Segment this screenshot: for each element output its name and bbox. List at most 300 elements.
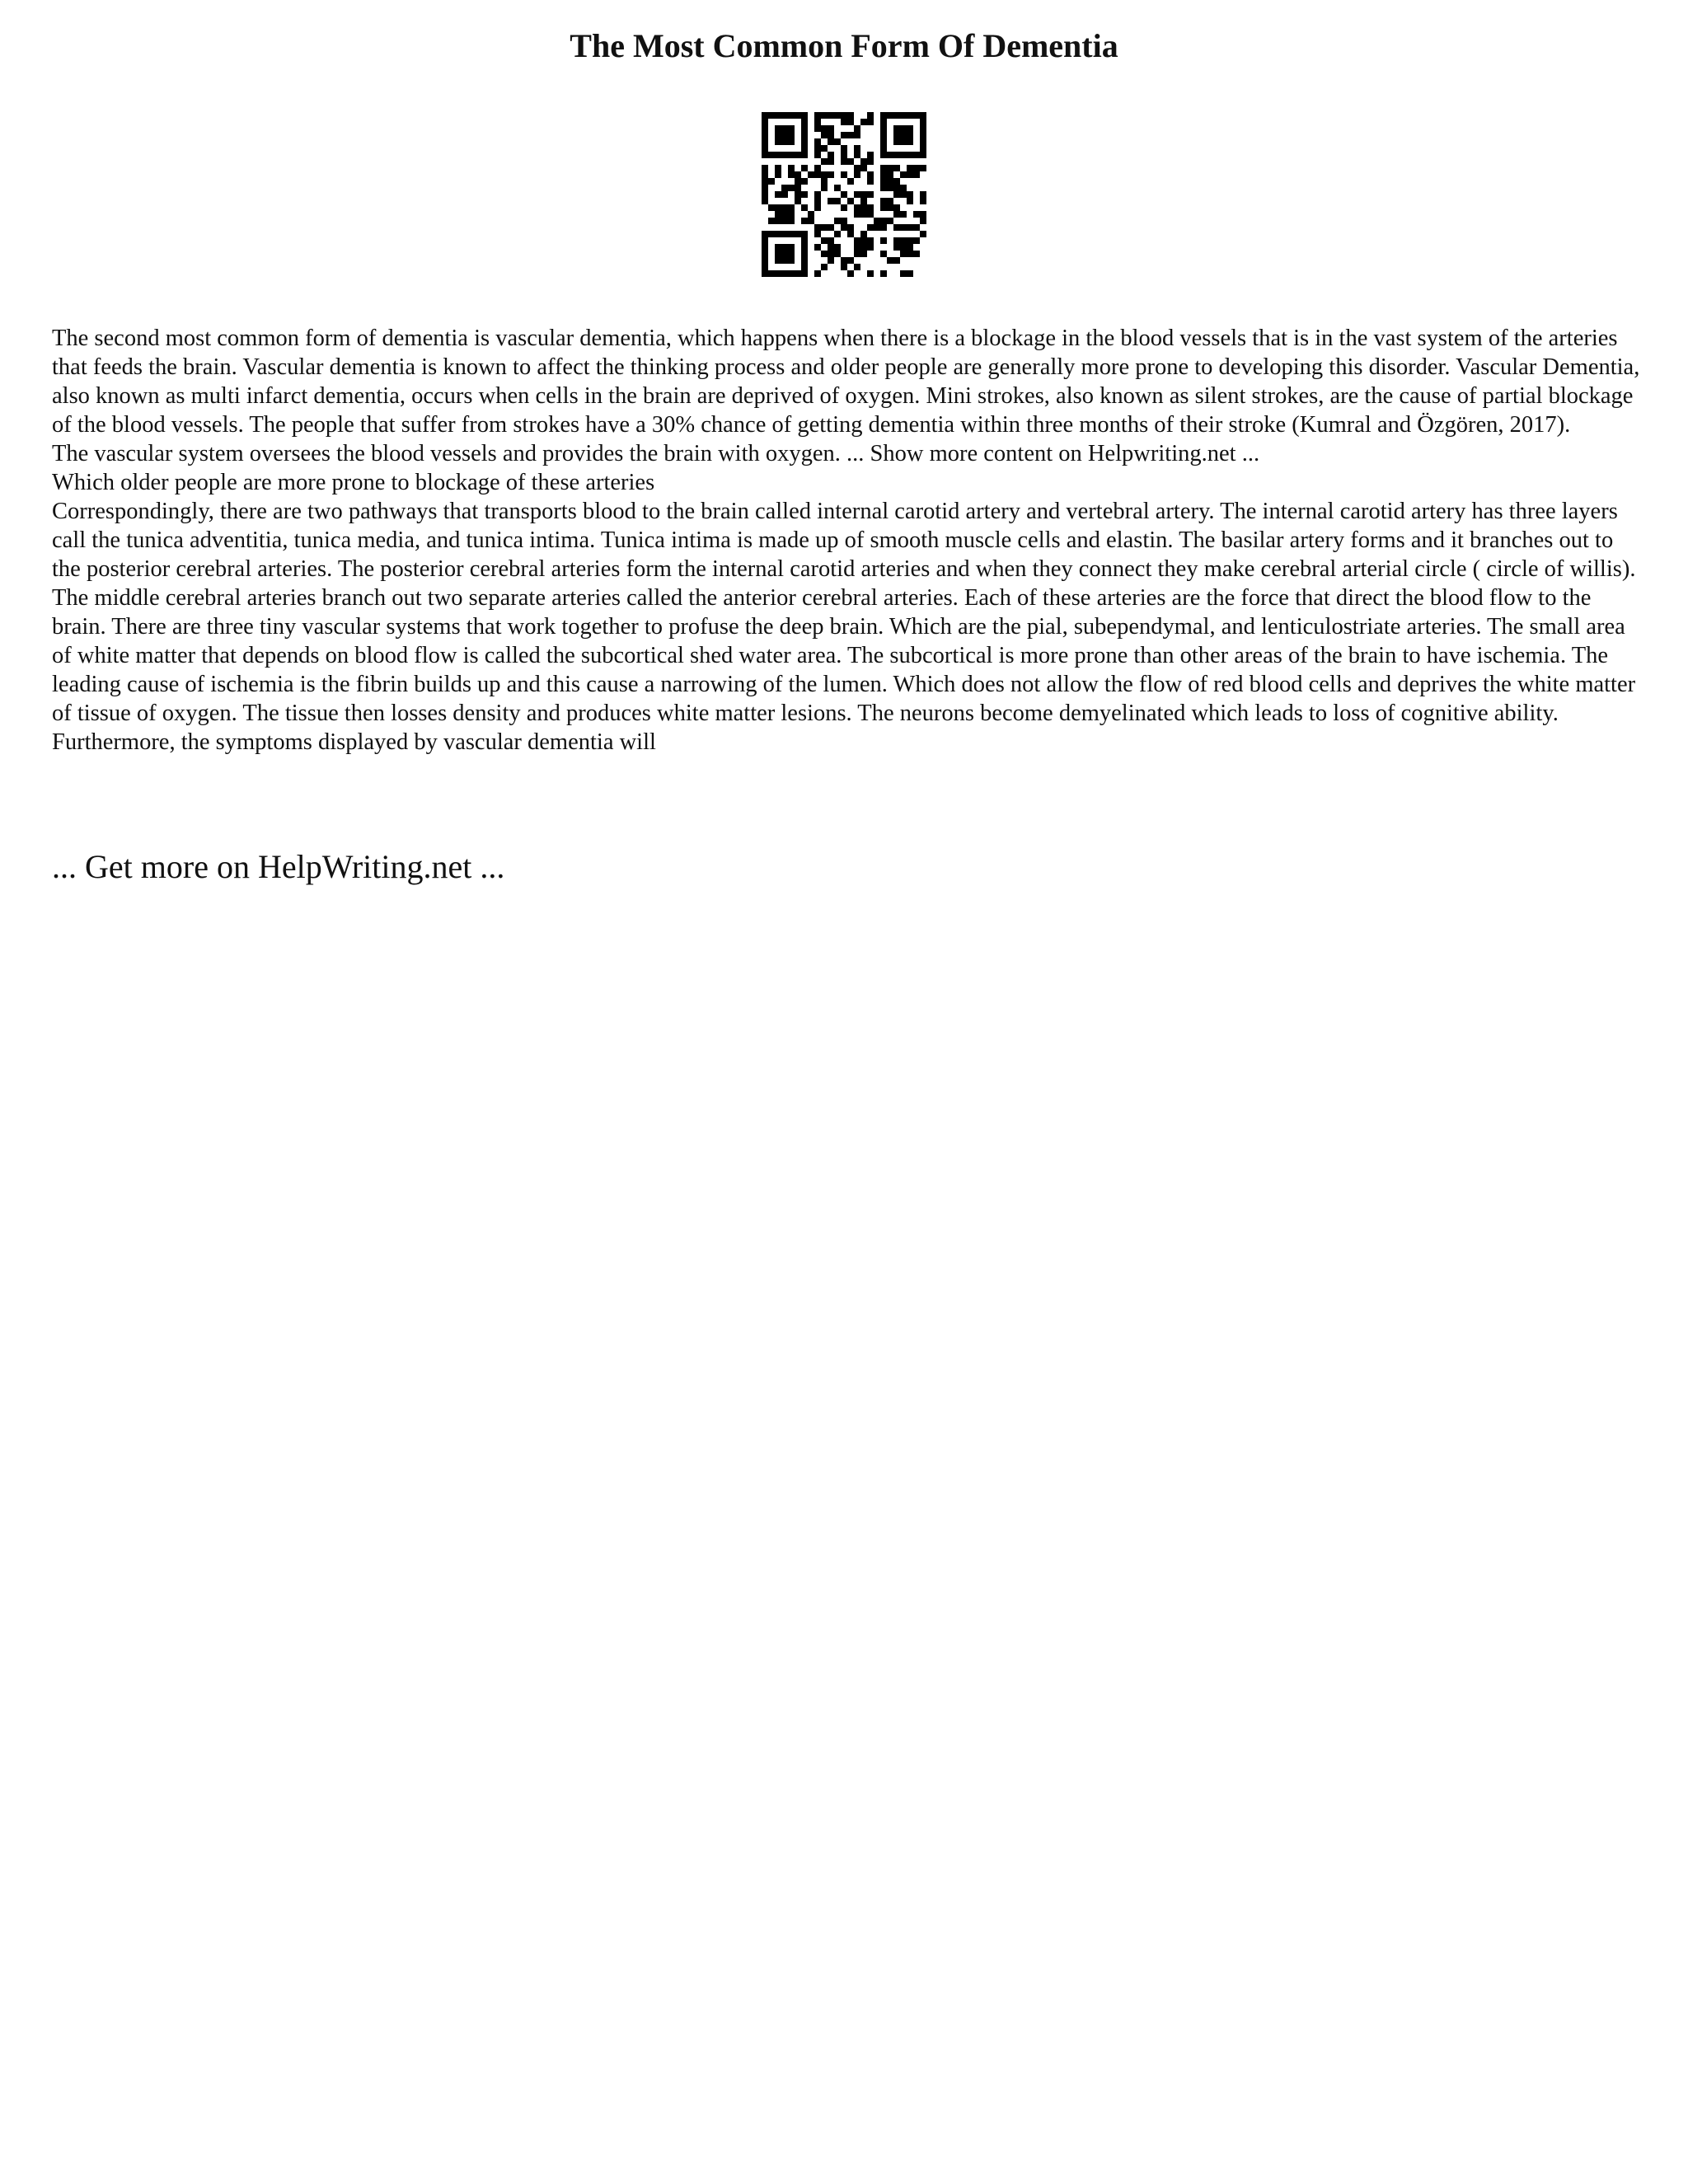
qr-module: [788, 138, 795, 145]
qr-module: [762, 231, 768, 237]
qr-module: [860, 191, 867, 198]
qr-module: [795, 112, 801, 119]
qr-module: [762, 257, 768, 264]
qr-module: [907, 198, 913, 204]
paragraph: Which older people are more prone to blockage of these arteries: [52, 470, 655, 495]
qr-module: [814, 145, 821, 152]
qr-code-icon[interactable]: [762, 112, 926, 277]
qr-module: [860, 244, 867, 251]
qr-module: [893, 211, 900, 218]
qr-module: [860, 237, 867, 244]
qr-module: [801, 191, 808, 198]
qr-module: [808, 218, 814, 224]
qr-module: [762, 270, 768, 277]
qr-module: [913, 152, 920, 158]
qr-module: [867, 224, 874, 231]
qr-module: [893, 125, 900, 132]
qr-module: [781, 251, 788, 257]
qr-module: [841, 119, 847, 125]
qr-module: [781, 270, 788, 277]
qr-module: [860, 251, 867, 257]
qr-module: [762, 138, 768, 145]
qr-module: [768, 270, 775, 277]
qr-module: [762, 185, 768, 191]
qr-module: [781, 211, 788, 218]
qr-module: [913, 112, 920, 119]
qr-module: [788, 204, 795, 211]
qr-module: [841, 204, 847, 211]
qr-module: [768, 204, 775, 211]
qr-module: [854, 132, 860, 138]
qr-module: [821, 125, 828, 132]
qr-module: [907, 244, 913, 251]
paragraph: Furthermore, the symptoms displayed by vascular dementia will: [52, 729, 656, 755]
qr-module: [795, 231, 801, 237]
qr-module: [913, 237, 920, 244]
qr-module: [762, 145, 768, 152]
qr-module: [907, 171, 913, 178]
qr-module: [841, 152, 847, 158]
qr-module: [900, 132, 907, 138]
qr-module: [781, 112, 788, 119]
qr-module: [900, 270, 907, 277]
qr-module: [775, 218, 781, 224]
qr-module: [821, 178, 828, 185]
qr-module: [801, 218, 808, 224]
qr-module: [814, 191, 821, 198]
qr-module: [801, 264, 808, 270]
qr-module: [854, 191, 860, 198]
qr-module: [828, 152, 834, 158]
qr-module: [880, 204, 887, 211]
qr-module: [920, 119, 926, 125]
qr-module: [907, 165, 913, 171]
qr-module: [907, 138, 913, 145]
qr-module: [801, 145, 808, 152]
qr-module: [814, 112, 821, 119]
qr-module: [801, 132, 808, 138]
qr-module: [887, 204, 893, 211]
qr-module: [907, 125, 913, 132]
qr-module: [781, 125, 788, 132]
qr-module: [814, 231, 821, 237]
qr-module: [828, 171, 834, 178]
qr-module: [907, 270, 913, 277]
qr-module: [847, 132, 854, 138]
qr-module: [860, 165, 867, 171]
qr-module: [834, 198, 841, 204]
qr-module: [887, 112, 893, 119]
qr-module: [900, 152, 907, 158]
qr-module: [795, 191, 801, 198]
qr-module: [893, 152, 900, 158]
qr-module: [834, 112, 841, 119]
qr-module: [834, 138, 841, 145]
qr-module: [867, 119, 874, 125]
qr-module: [781, 185, 788, 191]
qr-module: [920, 191, 926, 198]
paragraph: The second most common form of dementia is vascular dementia, which happens when there is a blockage in the blood vessels that is in the vast system of the arteries that feeds the brain. Vascular dementia is known to affect the thinking process and older people are generally more prone to developing this disorder. Vascular Dementia, also known as multi infarct dementia, occurs when cells in the brain are deprived of oxygen. Mini strokes, also known as silent strokes, are the cause of partial blockage of the blood vessels. The people that suffer from strokes have a 30% chance of getting dementia within three months of their stroke (Kumral and Özgören, 2017).: [52, 326, 1640, 438]
qr-module: [814, 165, 821, 171]
qr-module: [907, 191, 913, 198]
qr-module: [907, 152, 913, 158]
paragraph: Correspondingly, there are two pathways that transports blood to the brain called internal carotid artery and vertebral artery. The internal carotid artery has three layers call the tunica adventitia, tunica media, and tunica intima. Tunica intima is made up of smooth muscle cells and elastin. The basilar artery forms and it branches out to the posterior cerebral arteries. The posterior cerebral arteries form the internal carotid arteries and when they connect they make cerebral arterial circle ( circle of willis). The middle cerebral arteries branch out two separate arteries called the anterior cerebral arteries. Each of these arteries are the force that direct the blood flow to the brain. There are three tiny vascular systems that work together to profuse the deep brain. Which are the pial, subependymal, and lenticulostriate arteries. The small area of white matter that depends on blood flow is called the subcortical shed water area. The subcortical is more prone than other areas of the brain to have ischemia. The leading cause of ischemia is the fibrin builds up and this cause a narrowing of the lumen. Which does not allow the flow of red blood cells and deprives the white matter of tissue of oxygen. The tissue then losses density and produces white matter lesions. The neurons become demyelinated which leads to loss of cognitive ability.: [52, 499, 1636, 726]
qr-module: [781, 204, 788, 211]
qr-module: [828, 237, 834, 244]
qr-module: [775, 270, 781, 277]
qr-module: [762, 119, 768, 125]
qr-module: [781, 132, 788, 138]
qr-module: [867, 204, 874, 211]
qr-module: [880, 251, 887, 257]
qr-module: [762, 251, 768, 257]
qr-module: [900, 211, 907, 218]
qr-module: [828, 224, 834, 231]
qr-module: [854, 237, 860, 244]
qr-module: [893, 244, 900, 251]
qr-module: [801, 152, 808, 158]
qr-module: [781, 218, 788, 224]
qr-module: [841, 145, 847, 152]
qr-module: [788, 152, 795, 158]
qr-module: [788, 257, 795, 264]
qr-module: [880, 132, 887, 138]
qr-module: [907, 237, 913, 244]
qr-module: [828, 132, 834, 138]
article-body: [52, 324, 1646, 757]
qr-module: [801, 119, 808, 125]
qr-module: [847, 112, 854, 119]
qr-module: [867, 211, 874, 218]
qr-module: [821, 185, 828, 191]
qr-module: [788, 132, 795, 138]
qr-module: [887, 152, 893, 158]
qr-module: [913, 165, 920, 171]
qr-module: [801, 251, 808, 257]
qr-module: [900, 237, 907, 244]
qr-module: [775, 251, 781, 257]
qr-module: [788, 171, 795, 178]
qr-module: [814, 152, 821, 158]
qr-module: [788, 112, 795, 119]
qr-module: [854, 211, 860, 218]
qr-module: [775, 112, 781, 119]
qr-module: [775, 191, 781, 198]
qr-module: [860, 119, 867, 125]
qr-module: [900, 224, 907, 231]
qr-module: [821, 112, 828, 119]
qr-module: [900, 112, 907, 119]
qr-module: [893, 204, 900, 211]
qr-module: [768, 218, 775, 224]
qr-module: [788, 270, 795, 277]
qr-module: [828, 257, 834, 264]
qr-module: [900, 171, 907, 178]
qr-module: [893, 165, 900, 171]
qr-module: [821, 171, 828, 178]
qr-module: [768, 152, 775, 158]
qr-module: [900, 244, 907, 251]
qr-module: [847, 224, 854, 231]
qr-module: [814, 171, 821, 178]
qr-module: [775, 165, 781, 171]
qr-module: [795, 185, 801, 191]
qr-module: [762, 191, 768, 198]
qr-module: [860, 231, 867, 237]
qr-module: [854, 171, 860, 178]
qr-module: [801, 231, 808, 237]
qr-module: [920, 112, 926, 119]
qr-module: [860, 158, 867, 165]
qr-module: [801, 204, 808, 211]
qr-module: [880, 178, 887, 185]
qr-module: [907, 132, 913, 138]
qr-module: [762, 264, 768, 270]
qr-module: [841, 191, 847, 198]
qr-module: [854, 165, 860, 171]
qr-module: [900, 125, 907, 132]
qr-module: [781, 257, 788, 264]
qr-module: [867, 152, 874, 158]
qr-module: [893, 178, 900, 185]
qr-module: [913, 211, 920, 218]
qr-module: [920, 145, 926, 152]
qr-module: [887, 198, 893, 204]
qr-module: [847, 119, 854, 125]
qr-module: [762, 178, 768, 185]
qr-module: [907, 112, 913, 119]
qr-module: [781, 191, 788, 198]
qr-module: [880, 237, 887, 244]
qr-module: [854, 145, 860, 152]
qr-module: [867, 171, 874, 178]
qr-module: [788, 165, 795, 171]
qr-module: [893, 112, 900, 119]
qr-module: [913, 171, 920, 178]
qr-module: [880, 119, 887, 125]
qr-module: [762, 112, 768, 119]
qr-module: [893, 132, 900, 138]
qr-module: [814, 244, 821, 251]
qr-module: [775, 171, 781, 178]
qr-module: [834, 218, 841, 224]
qr-module: [795, 270, 801, 277]
qr-module: [808, 211, 814, 218]
qr-module: [920, 165, 926, 171]
qr-module: [821, 251, 828, 257]
qr-module: [768, 112, 775, 119]
qr-module: [814, 224, 821, 231]
qr-module: [887, 257, 893, 264]
qr-module: [880, 165, 887, 171]
qr-module: [762, 171, 768, 178]
qr-module: [801, 112, 808, 119]
qr-module: [801, 178, 808, 185]
qr-module: [867, 158, 874, 165]
qr-module: [828, 198, 834, 204]
qr-module: [900, 191, 907, 198]
qr-module: [920, 211, 926, 218]
qr-module: [854, 125, 860, 132]
qr-module: [795, 171, 801, 178]
qr-module: [762, 152, 768, 158]
qr-module: [775, 231, 781, 237]
qr-module: [775, 211, 781, 218]
qr-module: [814, 204, 821, 211]
qr-module: [762, 198, 768, 204]
qr-module: [900, 251, 907, 257]
qr-module: [828, 158, 834, 165]
qr-module: [887, 218, 893, 224]
qr-module: [920, 198, 926, 204]
qr-module: [847, 198, 854, 204]
get-more-link[interactable]: ... Get more on HelpWriting.net ...: [52, 848, 505, 885]
paragraph: The vascular system oversees the blood vessels and provides the brain with oxygen. ... Show more content on Helpwriting.net ...: [52, 441, 1260, 466]
qr-module: [867, 270, 874, 277]
qr-module: [907, 251, 913, 257]
qr-module: [821, 224, 828, 231]
qr-module: [841, 257, 847, 264]
qr-module: [834, 231, 841, 237]
qr-module: [828, 112, 834, 119]
qr-module: [828, 251, 834, 257]
qr-module: [788, 244, 795, 251]
qr-module: [854, 152, 860, 158]
qr-module: [887, 185, 893, 191]
qr-module: [795, 198, 801, 204]
qr-module: [801, 244, 808, 251]
qr-module: [880, 112, 887, 119]
qr-module: [768, 178, 775, 185]
qr-module: [860, 204, 867, 211]
qr-module: [834, 251, 841, 257]
qr-module: [847, 257, 854, 264]
qr-module: [841, 112, 847, 119]
qr-module: [814, 270, 821, 277]
qr-module: [801, 257, 808, 264]
qr-module: [880, 270, 887, 277]
qr-module: [867, 191, 874, 198]
qr-module: [880, 145, 887, 152]
qr-module: [788, 218, 795, 224]
qr-module: [775, 132, 781, 138]
qr-module: [808, 171, 814, 178]
qr-module: [768, 231, 775, 237]
qr-module: [828, 138, 834, 145]
qr-module: [788, 211, 795, 218]
qr-module: [854, 244, 860, 251]
qr-module: [920, 231, 926, 237]
qr-module: [788, 125, 795, 132]
qr-module: [762, 125, 768, 132]
qr-module: [900, 138, 907, 145]
qr-module: [828, 244, 834, 251]
qr-module: [821, 145, 828, 152]
qr-module: [801, 138, 808, 145]
qr-module: [880, 224, 887, 231]
qr-module: [893, 257, 900, 264]
qr-module: [841, 224, 847, 231]
qr-module: [781, 138, 788, 145]
qr-module: [814, 119, 821, 125]
qr-module: [920, 218, 926, 224]
qr-module: [834, 244, 841, 251]
qr-module: [893, 138, 900, 145]
qr-module: [762, 237, 768, 244]
qr-module: [920, 132, 926, 138]
qr-module: [781, 152, 788, 158]
qr-module: [821, 264, 828, 270]
qr-module: [841, 158, 847, 165]
qr-module: [788, 231, 795, 237]
qr-module: [880, 185, 887, 191]
qr-module: [920, 138, 926, 145]
qr-module: [814, 198, 821, 204]
qr-module: [880, 198, 887, 204]
qr-module: [874, 224, 880, 231]
qr-module: [821, 132, 828, 138]
qr-module: [893, 237, 900, 244]
qr-module: [781, 231, 788, 237]
qr-module: [860, 211, 867, 218]
qr-module: [847, 178, 854, 185]
qr-module: [874, 218, 880, 224]
qr-module: [867, 112, 874, 119]
qr-module: [907, 224, 913, 231]
qr-module: [788, 251, 795, 257]
qr-module: [867, 178, 874, 185]
qr-module: [841, 264, 847, 270]
qr-module: [913, 251, 920, 257]
qr-module: [880, 218, 887, 224]
qr-module: [795, 178, 801, 185]
qr-module: [762, 244, 768, 251]
qr-module: [847, 158, 854, 165]
qr-module: [860, 198, 867, 204]
qr-module: [762, 132, 768, 138]
qr-module: [893, 185, 900, 191]
qr-module: [880, 125, 887, 132]
qr-module: [775, 257, 781, 264]
qr-module: [788, 185, 795, 191]
qr-module: [880, 152, 887, 158]
qr-module: [854, 251, 860, 257]
qr-module: [893, 191, 900, 198]
qr-module: [887, 178, 893, 185]
qr-module: [920, 152, 926, 158]
qr-module: [775, 152, 781, 158]
qr-module: [781, 244, 788, 251]
qr-module: [801, 165, 808, 171]
qr-module: [841, 171, 847, 178]
qr-module: [887, 165, 893, 171]
qr-module: [834, 185, 841, 191]
qr-module: [821, 237, 828, 244]
qr-module: [821, 158, 828, 165]
qr-module: [801, 125, 808, 132]
qr-module: [775, 244, 781, 251]
qr-module: [775, 125, 781, 132]
qr-module: [867, 237, 874, 244]
qr-module: [841, 132, 847, 138]
qr-module: [913, 224, 920, 231]
qr-module: [893, 224, 900, 231]
qr-module: [880, 138, 887, 145]
qr-module: [801, 237, 808, 244]
qr-module: [795, 152, 801, 158]
qr-module: [762, 165, 768, 171]
qr-module: [814, 138, 821, 145]
